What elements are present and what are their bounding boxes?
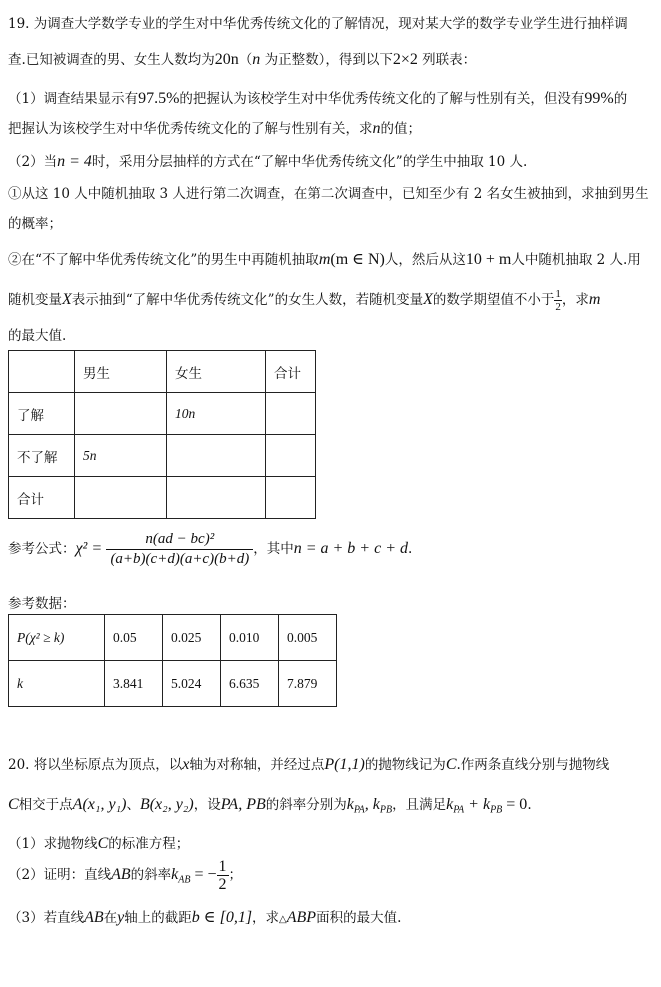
- q20-part3-line: [8, 906, 401, 927]
- formula-n: n = a + b + c + d: [293, 540, 408, 557]
- q20-p1-text-c: 的标准方程；: [108, 836, 190, 852]
- q19-sub2-line-3: [8, 324, 66, 344]
- table-cell: 0.025: [163, 615, 221, 661]
- q20-text-e: 的抛物线记为: [364, 757, 446, 773]
- q19-p2-n4: n = 4: [57, 153, 92, 170]
- q20-p2-eq: = −: [190, 866, 217, 883]
- table-cell: 5n: [75, 435, 167, 477]
- q20-text-m: ，且满足: [392, 797, 447, 813]
- q19-sub2-X: X: [62, 291, 72, 308]
- q19-sub1-line-1: [8, 182, 649, 202]
- table-row: [9, 393, 316, 435]
- q19-math-2x2: 2×2: [392, 51, 418, 68]
- q19-sub2-text-end: 的最大值.: [8, 328, 67, 344]
- q20-C: C: [445, 756, 457, 773]
- table-cell: 0.005: [279, 615, 337, 661]
- q19-sub2-10m: 10 + m: [465, 251, 512, 268]
- q20-sub-PA2: PA: [453, 804, 465, 816]
- q19-part1-line-2: [8, 117, 421, 138]
- ref-row-label-p: P(χ² ≥ k): [9, 615, 105, 661]
- q20-sub-PA: PA: [353, 804, 365, 816]
- q19-half-fraction: [554, 288, 562, 313]
- q20-text-g: .作两条直线分别与抛物线: [456, 757, 610, 773]
- q19-math-n: n: [252, 51, 261, 68]
- q20-k3: k: [446, 796, 454, 813]
- q20-half-den: 2: [218, 876, 227, 893]
- q20-k1: k: [346, 796, 354, 813]
- q20-text-b: 相交于点: [18, 797, 73, 813]
- q19-sub1-text: ①从这 10 人中随机抽取 3 人进行第二次调查，在第二次调查中，已知至少有 2 名女生被抽到，求抽到男生: [8, 186, 649, 202]
- q19-p1-975: 97.5%: [138, 90, 180, 107]
- q20-line-1: [8, 753, 609, 774]
- table-cell: 6.635: [221, 661, 279, 707]
- table-cell: [266, 477, 316, 519]
- table-row: [9, 477, 316, 519]
- table-cell: [75, 393, 167, 435]
- q19-paren-open: （: [238, 52, 253, 68]
- table-cell: [75, 477, 167, 519]
- table-cell: [167, 435, 266, 477]
- q20-p3-b-range: b ∈ [0,1]: [191, 909, 253, 926]
- q20-line-2: [8, 793, 532, 816]
- q19-p2-text-a: （2）当: [8, 154, 58, 170]
- q19-sub2-text-rv: 随机变量: [8, 292, 62, 308]
- q20-PA-PB: PA, PB: [220, 796, 266, 813]
- q19-math-20n: 20n: [214, 51, 239, 68]
- formula-label: 参考公式：: [8, 541, 76, 557]
- q20-sub-PB: PB: [379, 804, 393, 816]
- q19-sub2-text-e: 的数学期望值不小于: [432, 292, 555, 308]
- table-row: [9, 351, 316, 393]
- q20-x: x: [182, 756, 190, 773]
- q19-line-1: [8, 12, 628, 32]
- q19-sub2-m2: m: [588, 291, 601, 308]
- q20-sep: 、: [126, 797, 140, 813]
- q20-p3-text-g: ，求: [252, 910, 280, 926]
- table-header-empty: [9, 351, 75, 393]
- q19-sub1-text-end: 的概率；: [8, 216, 62, 232]
- q20-text-c: 轴为对称轴，并经过点: [189, 757, 325, 773]
- formula-end: .: [408, 541, 413, 557]
- q20-p3-text-a: （3）若直线: [8, 910, 85, 926]
- contingency-table: [8, 350, 316, 519]
- table-cell: [167, 477, 266, 519]
- q19-half-num: 1: [555, 288, 561, 300]
- ref-label-line: [8, 592, 76, 612]
- q20-p2-text-i: ；: [228, 867, 243, 883]
- q19-part1-line-1: [8, 87, 627, 108]
- q20-p3-ABP: ABP: [286, 909, 317, 926]
- q20-sub-PB2: PB: [490, 804, 503, 816]
- q19-half-den: 2: [555, 301, 561, 313]
- table-cell: 了解: [9, 393, 75, 435]
- table-cell: 0.010: [221, 615, 279, 661]
- q19-text-2g: 列联表：: [417, 52, 477, 68]
- formula-numerator: n(ad − bc)²: [106, 531, 253, 550]
- table-cell: 5.024: [163, 661, 221, 707]
- q20-part2-line: [8, 858, 242, 893]
- q20-k2: , k: [364, 796, 380, 813]
- q19-sub2-text-f: 人中随机抽取 2 人.用: [511, 252, 641, 268]
- q20-text-a: 20. 将以坐标原点为顶点，以: [8, 757, 183, 773]
- q19-sub2-line-2: [8, 288, 600, 313]
- q19-sub2-text-a: ②在“不了解中华优秀传统文化”的男生中再随机抽取: [8, 252, 319, 268]
- reference-table: [8, 614, 337, 707]
- table-header-male: 男生: [75, 351, 167, 393]
- q20-half-fraction: [217, 858, 229, 893]
- q20-p3-text-e: 轴上的截距: [124, 910, 192, 926]
- q20-p2-AB: AB: [111, 866, 131, 883]
- triangle-icon: △: [279, 914, 287, 925]
- q20-p3-text-j: 面积的最大值.: [316, 910, 402, 926]
- q19-text-1: 19. 为调查大学数学专业的学生对中华优秀传统文化的了解情况，现对某大学的数学专业学生进行抽样调: [8, 16, 628, 32]
- q20-p1-C: C: [97, 835, 109, 852]
- table-cell: [266, 435, 316, 477]
- q20-p3-y: y: [117, 909, 125, 926]
- q19-text-2a: 查.已知被调查的男、女生人数均为: [8, 52, 215, 68]
- q19-sub2-text-c: 表示抽到“了解中华优秀传统文化”的女生人数，若随机变量: [71, 292, 424, 308]
- q20-p2-sub-AB: AB: [178, 874, 191, 886]
- ref-data-label: 参考数据：: [8, 596, 76, 612]
- q19-p1-n: n: [372, 120, 381, 137]
- q20-period: .: [527, 797, 532, 813]
- formula-denominator: (a+b)(c+d)(a+c)(b+d): [110, 551, 250, 567]
- q19-sub2-text-d: 人，然后从这: [384, 252, 466, 268]
- chi-square-fraction: [106, 531, 253, 568]
- formula-where: ，其中: [253, 541, 294, 557]
- q19-line-2: [8, 48, 476, 69]
- table-header-female: 女生: [167, 351, 266, 393]
- ref-row-label-k: k: [9, 661, 105, 707]
- table-cell: 合计: [9, 477, 75, 519]
- q20-k4: + k: [464, 796, 491, 813]
- q20-text-h: 的斜率分别为: [265, 797, 347, 813]
- table-header-total: 合计: [266, 351, 316, 393]
- q19-p1-text-e: 的: [613, 91, 628, 107]
- q19-p1-text-h: 的值；: [380, 121, 421, 137]
- q19-part2-line: [8, 150, 527, 171]
- q19-p1-text-a: （1）调查结果显示有: [8, 91, 139, 107]
- table-cell: 3.841: [105, 661, 163, 707]
- formula-lhs: χ² =: [75, 540, 103, 557]
- table-cell: 不了解: [9, 435, 75, 477]
- table-row: [9, 435, 316, 477]
- q19-p2-text-c: 时，采用分层抽样的方式在“了解中华优秀传统文化”的学生中抽取 10 人.: [91, 154, 528, 170]
- q19-text-2e: 为正整数），得到以下: [260, 52, 393, 68]
- table-cell: 0.05: [105, 615, 163, 661]
- q20-point-B: B(x₂, y₂): [139, 796, 194, 813]
- q20-point-P: P(1,1): [324, 756, 365, 773]
- q19-sub2-m: m: [318, 251, 331, 268]
- q19-sub2-line-1: [8, 248, 641, 269]
- q19-sub2-X2: X: [423, 291, 433, 308]
- table-cell: 10n: [167, 393, 266, 435]
- formula-line: [8, 531, 412, 568]
- q20-p2-text-c: 的斜率: [130, 867, 172, 883]
- q19-sub2-text-h: ，求: [561, 292, 589, 308]
- q19-sub1-line-2: [8, 212, 62, 232]
- q20-p3-text-c: 在: [103, 910, 118, 926]
- q19-p1-99: 99%: [584, 90, 614, 107]
- q20-p3-AB: AB: [84, 909, 104, 926]
- q20-p1-text-a: （1）求抛物线: [8, 836, 98, 852]
- q20-eq0: = 0: [502, 796, 528, 813]
- table-cell: [266, 393, 316, 435]
- table-row: [9, 615, 337, 661]
- q20-half-num: 1: [218, 858, 227, 875]
- q20-p2-k: k: [171, 866, 179, 883]
- q20-point-A: A(x₁, y₁): [72, 796, 127, 813]
- q20-p2-text-a: （2）证明：直线: [8, 867, 112, 883]
- table-row: [9, 661, 337, 707]
- q20-text-f: ，设: [193, 797, 221, 813]
- q19-sub2-m-in-N: (m ∈ N): [330, 251, 385, 268]
- q20-part1-line: [8, 832, 189, 853]
- q19-p1-text-c: 的把握认为该校学生对中华优秀传统文化的了解与性别有关，但没有: [179, 91, 585, 107]
- q19-p1-text-f: 把握认为该校学生对中华优秀传统文化的了解与性别有关，求: [8, 121, 373, 137]
- table-cell: 7.879: [279, 661, 337, 707]
- q20-C2: C: [8, 796, 19, 813]
